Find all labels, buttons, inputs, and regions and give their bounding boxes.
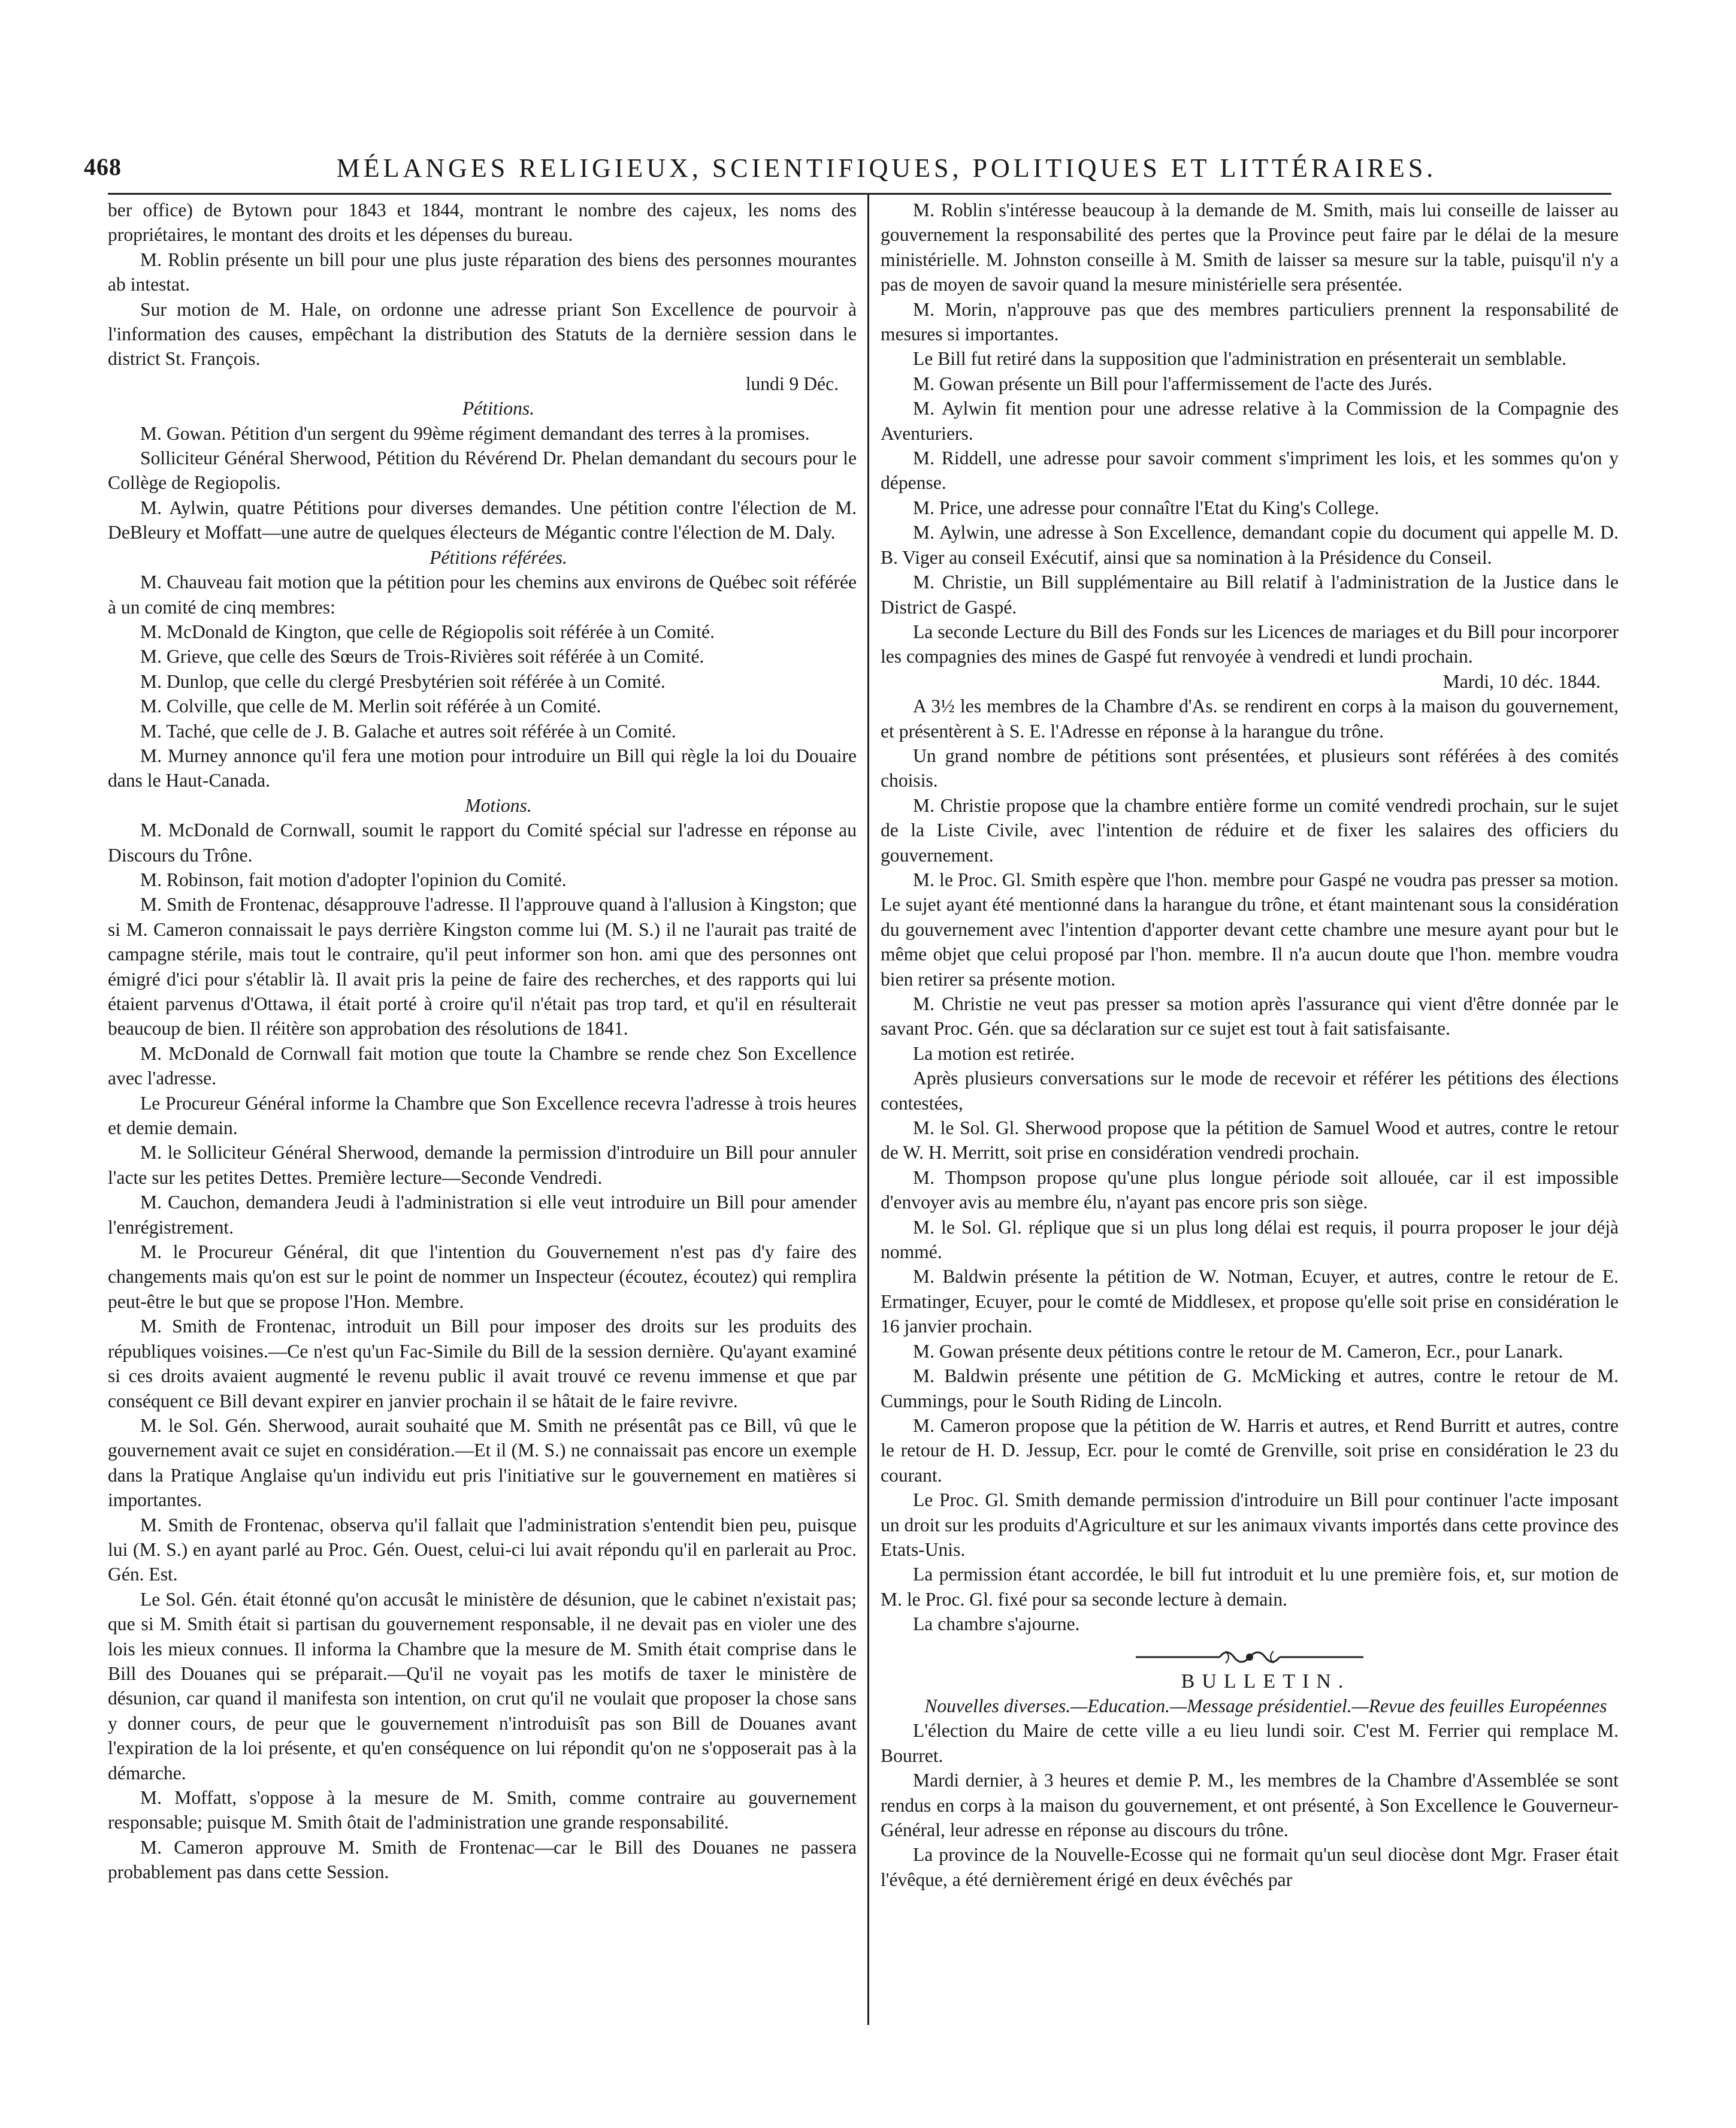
paragraph: La chambre s'ajourne. (913, 1613, 1080, 1635)
dateline: Mardi, 10 déc. 1844. (1442, 670, 1601, 692)
paragraph: M. Cauchon, demandera Jeudi à l'administration si elle veut introduire un Bill pour amender l'enrégistrement. (108, 1192, 857, 1238)
paragraph: M. le Sol. Gl. réplique que si un plus long délai est requis, il pourra proposer le jour déjà nommé. (881, 1216, 1619, 1263)
paragraph: Le Bill fut retiré dans la supposition que l'administration en présenterait un semblable. (913, 348, 1567, 370)
paragraph: Le Procureur Général informe la Chambre que Son Excellence recevra l'adresse à trois heures et demie demain. (108, 1092, 857, 1139)
paragraph: M. McDonald de Cornwall fait motion que toute la Chambre se rende chez Son Excellence avec l'adresse. (108, 1042, 857, 1089)
paragraph: M. le Proc. Gl. Smith espère que l'hon. membre pour Gaspé ne voudra pas presser sa motion. Le sujet ayant été mentionné dans la harangue du trône, et étant maintenant sous la considération du gouvernement avec l'intention d'apporter devant cette chambre une mesure ayant pour but le même objet que celui proposé par l'hon. membre. Il n'a aucun doute que l'hon. membre voudra bien retirer sa présente motion. (881, 869, 1619, 990)
paragraph: M. Smith de Frontenac, introduit un Bill pour imposer des droits sur les produits des républiques voisines.—Ce n'est qu'un Fac-Simile du Bill de la session dernière. Qu'ayant examiné si ces droits avaient augmenté le revenu public il avait trouvé ce revenu immense et que par conséquent ce Bill devant expirer en janvier prochain il se hâtait de le faire revivre. (108, 1316, 857, 1411)
journal-title: MÉLANGES RELIGIEUX, SCIENTIFIQUES, POLITIQUES ET LITTÉRAIRES. (336, 153, 1437, 183)
paragraph: M. Moffatt, s'oppose à la mesure de M. Smith, comme contraire au gouvernement responsable; puisque M. Smith ôtait de l'administration une grande responsabilité. (108, 1787, 857, 1833)
paragraph: M. le Sol. Gl. Sherwood propose que la pétition de Samuel Wood et autres, contre le retour de W. H. Merritt, soit prise en considération vendredi prochain. (881, 1117, 1619, 1163)
paragraph: M. McDonald de Kington, que celle de Régiopolis soit référée à un Comité. (140, 621, 715, 642)
paragraph: Un grand nombre de pétitions sont présentées, et plusieurs sont référées à des comités choisis. (881, 745, 1619, 791)
paragraph: M. Roblin s'intéresse beaucoup à la demande de M. Smith, mais lui conseille de laisser au gouvernement la responsabilité des pertes que la Province peut faire par le délai de la mesure ministérielle. M. Johnston conseille à M. Smith de laisser sa mesure sur la table, puisqu'il n'y a pas de moyen de savoir quand la mesure ministérielle sera présentée. (881, 200, 1619, 295)
paragraph: M. Dunlop, que celle du clergé Presbytérien soit référée à un Comité. (140, 670, 666, 692)
paragraph: M. le Sol. Gén. Sherwood, aurait souhaité que M. Smith ne présentât pas ce Bill, vû que le gouvernement avait ce sujet en considération.—Et il (M. S.) ne connaissait pas encore un exemple dans la Pratique Anglaise qu'un individu eut pris l'initiative sur le gouvernement en matières si importantes. (108, 1414, 857, 1511)
paragraph: M. Gowan présente un Bill pour l'affermissement de l'acte des Jurés. (913, 373, 1433, 394)
paragraph: M. Murney annonce qu'il fera une motion pour introduire un Bill qui règle la loi du Douaire dans le Haut-Canada. (108, 745, 857, 791)
paragraph: M. Thompson propose qu'une plus longue période soit allouée, car il est impossible d'envoyer avis au membre élu, n'ayant pas encore pris son siège. (881, 1166, 1619, 1213)
paragraph: A 3½ les membres de la Chambre d'As. se rendirent en corps à la maison du gouvernement, et présentèrent à S. E. l'Adresse en réponse à la harangue du trône. (881, 696, 1619, 742)
paragraph: M. Aylwin, quatre Pétitions pour diverses demandes. Une pétition contre l'élection de M. DeBleury et Moffatt—une autre de quelques électeurs de Mégantic contre l'élection de M. Daly. (108, 497, 857, 543)
paragraph: M. Baldwin présente la pétition de W. Notman, Ecuyer, et autres, contre le retour de E. Ermatinger, Ecuyer, pour le comté de Middlesex, et propose qu'elle soit prise en considération le 16 janvier prochain. (881, 1266, 1619, 1337)
bulletin-body (881, 1718, 1619, 1892)
bulletin-paragraph: Mardi dernier, à 3 heures et demie P. M., les membres de la Chambre d'Assemblée se sont rendus en corps à la maison du gouvernement, et ont présenté, à Son Excellence le Gouverneur-Général, leur adresse en réponse au discours du trône. (881, 1770, 1619, 1840)
paragraph: Le Sol. Gén. était étonné qu'on accusât le ministère de désunion, que le cabinet n'existait pas; que si M. Smith était si partisan du gouvernement responsable, il ne devait pas en violer une des lois les mieux connues. Il informa la Chambre que la mesure de M. Smith était comprise dans le Bill des Douanes qui se préparait.—Qu'il ne voyait pas les motifs de taxer le ministère de désunion, car quand il manifesta son intention, on crut qu'il ne voulait que proposer la chose sans y donner cours, de peur que le gouvernement n'introduisît pas son Bill de Douanes avant l'expiration de la loi présente, et qu'en conséquence on lui répondit qu'on ne s'opposerait pas à la démarche. (108, 1588, 857, 1784)
section-heading: Pétitions référées. (430, 546, 567, 568)
paragraph: M. Smith de Frontenac, désapprouve l'adresse. Il l'approuve quand à l'allusion à Kingston; que si M. Cameron connaissait le pays derrière Kingston comme lui (M. S.) il ne l'aurait pas traité de campagne stérile, mais tout le contraire, qu'il peut informer son hon. ami que des personnes ont émigré d'ici pour s'établir là. Il avait pris la peine de faire des recherches, et des rapports qui lui étaient parvenus d'Ottawa, il était porté à croire qu'il n'était pas trop tard, et qu'il en résulterait beaucoup de bien. Il réitère son approbation des résolutions de 1841. (108, 894, 857, 1039)
paragraph: Solliciteur Général Sherwood, Pétition du Révérend Dr. Phelan demandant du secours pour le Collège de Regiopolis. (108, 448, 857, 494)
paragraph: M. Chauveau fait motion que la pétition pour les chemins aux environs de Québec soit référée à un comité de cinq membres: (108, 572, 857, 618)
paragraph: M. Taché, que celle de J. B. Galache et autres soit référée à un Comité. (140, 720, 676, 742)
paragraph: La seconde Lecture du Bill des Fonds sur les Licences de mariages et du Bill pour incorporer les compagnies des mines de Gaspé fut renvoyée à vendredi et lundi prochain. (881, 621, 1619, 667)
bulletin-title: BULLETIN. (1181, 1670, 1351, 1692)
paragraph: M. Riddell, une adresse pour savoir comment s'impriment les lois, et les sommes qu'on y dépense. (881, 448, 1619, 494)
paragraph: ber office) de Bytown pour 1843 et 1844, montrant le nombre des cajeux, les noms des propriétaires, le montant des droits et les dépenses du bureau. (108, 200, 857, 246)
paragraph: M. Colville, que celle de M. Merlin soit référée à un Comité. (140, 696, 601, 717)
running-head (84, 153, 1653, 189)
paragraph: M. Morin, n'approuve pas que des membres particuliers prennent la responsabilité de mesures si importantes. (881, 298, 1619, 345)
paragraph: M. Roblin présente un bill pour une plus juste réparation des biens des personnes mourantes ab intestat. (108, 249, 857, 295)
bulletin-subtitle: Nouvelles diverses.—Education.—Message présidentiel.—Revue des feuilles Européennes (924, 1695, 1607, 1716)
paragraph: La permission étant accordée, le bill fut introduit et lu une première fois, et, sur motion de M. le Proc. Gl. fixé pour sa seconde lecture à demain. (881, 1564, 1619, 1610)
paragraph: M. Christie, un Bill supplémentaire au Bill relatif à l'administration de la Justice dans le District de Gaspé. (881, 572, 1619, 618)
paragraph: M. Gowan. Pétition d'un sergent du 99ème régiment demandant des terres à la promises. (140, 422, 810, 444)
paragraph: Sur motion de M. Hale, on ordonne une adresse priant Son Excellence de pourvoir à l'information des causes, empêchant la distribution des Statuts de la dernière session dans le district St. François. (108, 298, 857, 370)
dateline: lundi 9 Déc. (745, 373, 839, 394)
paragraph: M. Grieve, que celle des Sœurs de Trois-Rivières soit référée à un Comité. (140, 646, 704, 667)
header-rule (108, 193, 1611, 195)
paragraph: Le Proc. Gl. Smith demande permission d'introduire un Bill pour continuer l'acte imposant un droit sur les produits d'Agriculture et sur les animaux vivants importés dans cette province des Etats-Unis. (881, 1489, 1619, 1560)
ornament-divider (1136, 1646, 1363, 1668)
right-column (881, 198, 1619, 1892)
bulletin-paragraph: La province de la Nouvelle-Ecosse qui ne formait qu'un seul diocèse dont Mgr. Fraser était l'évêque, a été dernièrement érigé en deux évêchés par (881, 1844, 1619, 1890)
paragraph: M. Christie ne veut pas presser sa motion après l'assurance qui vient d'être donnée par le savant Proc. Gén. que sa déclaration sur ce sujet est tout à fait satisfaisante. (881, 993, 1619, 1039)
paragraph: M. Aylwin fit mention pour une adresse relative à la Commission de la Compagnie des Aventuriers. (881, 398, 1619, 444)
right-column-body (881, 198, 1619, 1637)
section-heading: Motions. (465, 794, 532, 816)
paragraph: La motion est retirée. (913, 1042, 1075, 1064)
paragraph: M. Price, une adresse pour connaître l'Etat du King's College. (913, 497, 1380, 518)
paragraph: M. le Solliciteur Général Sherwood, demande la permission d'introduire un Bill pour annuler l'acte sur les petites Dettes. Première lecture—Seconde Vendredi. (108, 1142, 857, 1188)
paragraph: M. Smith de Frontenac, observa qu'il fallait que l'administration s'entendit bien peu, puisque lui (M. S.) en ayant parlé au Proc. Gén. Ouest, celui-ci lui avait répondu qu'il en parlerait au Proc. Gén. Est. (108, 1514, 857, 1585)
paragraph: M. Christie propose que la chambre entière forme un comité vendredi prochain, sur le sujet de la Liste Civile, avec l'intention de réduire et de fixer les salaires des officiers du gouvernement. (881, 794, 1619, 866)
paragraph: M. Cameron approuve M. Smith de Frontenac—car le Bill des Douanes ne passera probablement pas dans cette Session. (108, 1836, 857, 1883)
paragraph: M. le Procureur Général, dit que l'intention du Gouvernement n'est pas d'y faire des changements mais qu'on est sur le point de nommer un Inspecteur (écoutez, écoutez) qui remplira peut-être le but que se propose l'Hon. Membre. (108, 1241, 857, 1312)
paragraph: M. Robinson, fait motion d'adopter l'opinion du Comité. (140, 869, 567, 890)
page-number: 468 (84, 153, 122, 180)
paragraph: M. McDonald de Cornwall, soumit le rapport du Comité spécial sur l'adresse en réponse au Discours du Trône. (108, 820, 857, 866)
paragraph: M. Baldwin présente une pétition de G. McMicking et autres, contre le retour de M. Cummings, pour le South Riding de Lincoln. (881, 1365, 1619, 1411)
column-rule (867, 195, 869, 2025)
paragraph: M. Cameron propose que la pétition de W. Harris et autres, et Rend Burritt et autres, contre le retour de H. D. Jessup, Ecr. pour le comté de Grenville, soit prise en considération le 23 du courant. (881, 1414, 1619, 1486)
paragraph: M. Aylwin, une adresse à Son Excellence, demandant copie du document qui appelle M. D. B. Viger au conseil Exécutif, ainsi que sa nomination à la Présidence du Conseil. (881, 522, 1619, 568)
section-heading: Pétitions. (462, 398, 535, 419)
paragraph: M. Gowan présente deux pétitions contre le retour de M. Cameron, Ecr., pour Lanark. (913, 1340, 1563, 1362)
paragraph: Après plusieurs conversations sur le mode de recevoir et référer les pétitions des élections contestées, (881, 1068, 1619, 1114)
bulletin-paragraph: L'élection du Maire de cette ville a eu lieu lundi soir. C'est M. Ferrier qui remplace M. Bourret. (881, 1720, 1619, 1766)
left-column (108, 198, 857, 1885)
